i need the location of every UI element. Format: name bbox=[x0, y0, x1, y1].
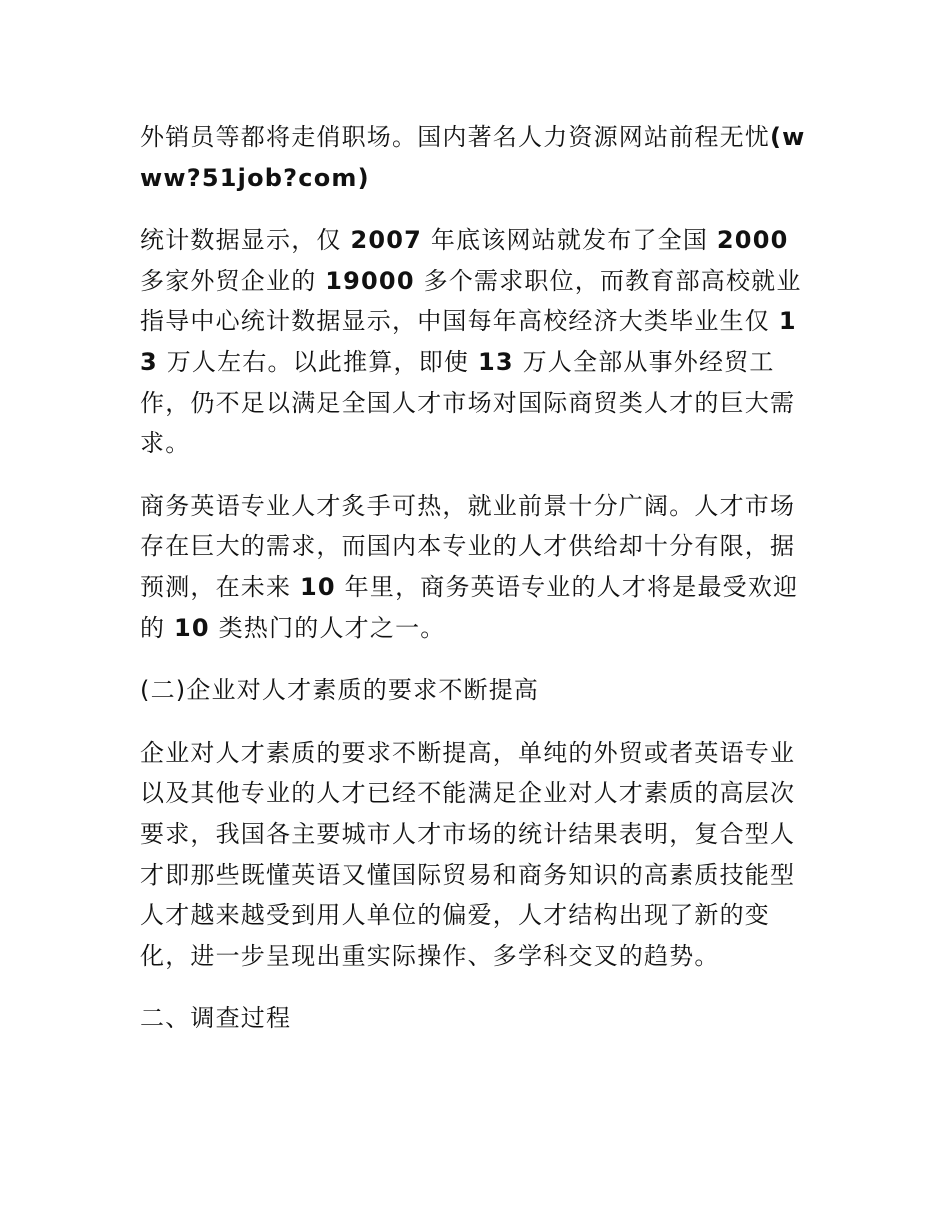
text-segment: 多家外贸企业的 bbox=[140, 266, 326, 295]
text-segment: 年里，商务英语专业的人才将是最受欢迎的 bbox=[140, 572, 799, 642]
text-segment: 万人全部从事外经贸工作，仍不足以满足全国人才市场对国际商贸类人才的巨大需求。 bbox=[140, 347, 796, 458]
text-segment: 企业对人才素质的要求不断提高，单纯的外贸或者英语专业以及其他专业的人才已经不能满足企业对人才素质的高层次要求，我国各主要城市人才市场的统计结果表明，复合型人才即那些既懂英语又懂国际贸易和商务知识的高素质技能型人才越来越受到用人单位的偏爱，人才结构出现了新的变化，进一步呈现出重实际操作、多学科交叉的趋势。 bbox=[140, 738, 796, 970]
text-segment: 年底该网站就发布了全国 bbox=[422, 226, 717, 255]
number-text: 10 bbox=[300, 572, 336, 601]
number-text: 19000 bbox=[325, 266, 415, 295]
text-segment: 多个需求职位，而教育部高校就业指导中心统计数据显示，中国每年高校经济大类毕业生仅 bbox=[140, 266, 802, 336]
number-text: 2000 bbox=[716, 226, 789, 255]
text-segment: 外销员等都将走俏职场。国内著名人力资源网站前程无忧 bbox=[140, 123, 770, 151]
section-heading-talent-quality bbox=[140, 670, 812, 711]
text-segment: 类热门的人才之一。 bbox=[209, 613, 446, 642]
paragraph-business-english-demand bbox=[140, 486, 812, 648]
text-segment: 万人左右。以此推算，即使 bbox=[157, 347, 478, 376]
section-heading-survey-process bbox=[140, 998, 812, 1039]
number-text: 13 bbox=[140, 307, 797, 376]
paragraph-statistics bbox=[140, 220, 812, 464]
heading-text: (二)企业对人才素质的要求不断提高 bbox=[140, 676, 540, 705]
website-url-text: (www?51job?com) bbox=[140, 123, 806, 192]
paragraph-talent-quality bbox=[140, 733, 812, 977]
text-segment: 统计数据显示，仅 bbox=[140, 226, 351, 255]
number-text: 10 bbox=[174, 613, 210, 642]
number-text: 2007 bbox=[350, 226, 423, 255]
heading-text: 二、调查过程 bbox=[140, 1004, 292, 1033]
document-body bbox=[140, 117, 812, 1039]
paragraph-job-site bbox=[140, 117, 812, 198]
text-segment: 商务英语专业人才炙手可热，就业前景十分广阔。人才市场存在巨大的需求，而国内本专业的人才供给却十分有限，据预测，在未来 bbox=[140, 491, 796, 601]
number-text: 13 bbox=[477, 347, 514, 376]
